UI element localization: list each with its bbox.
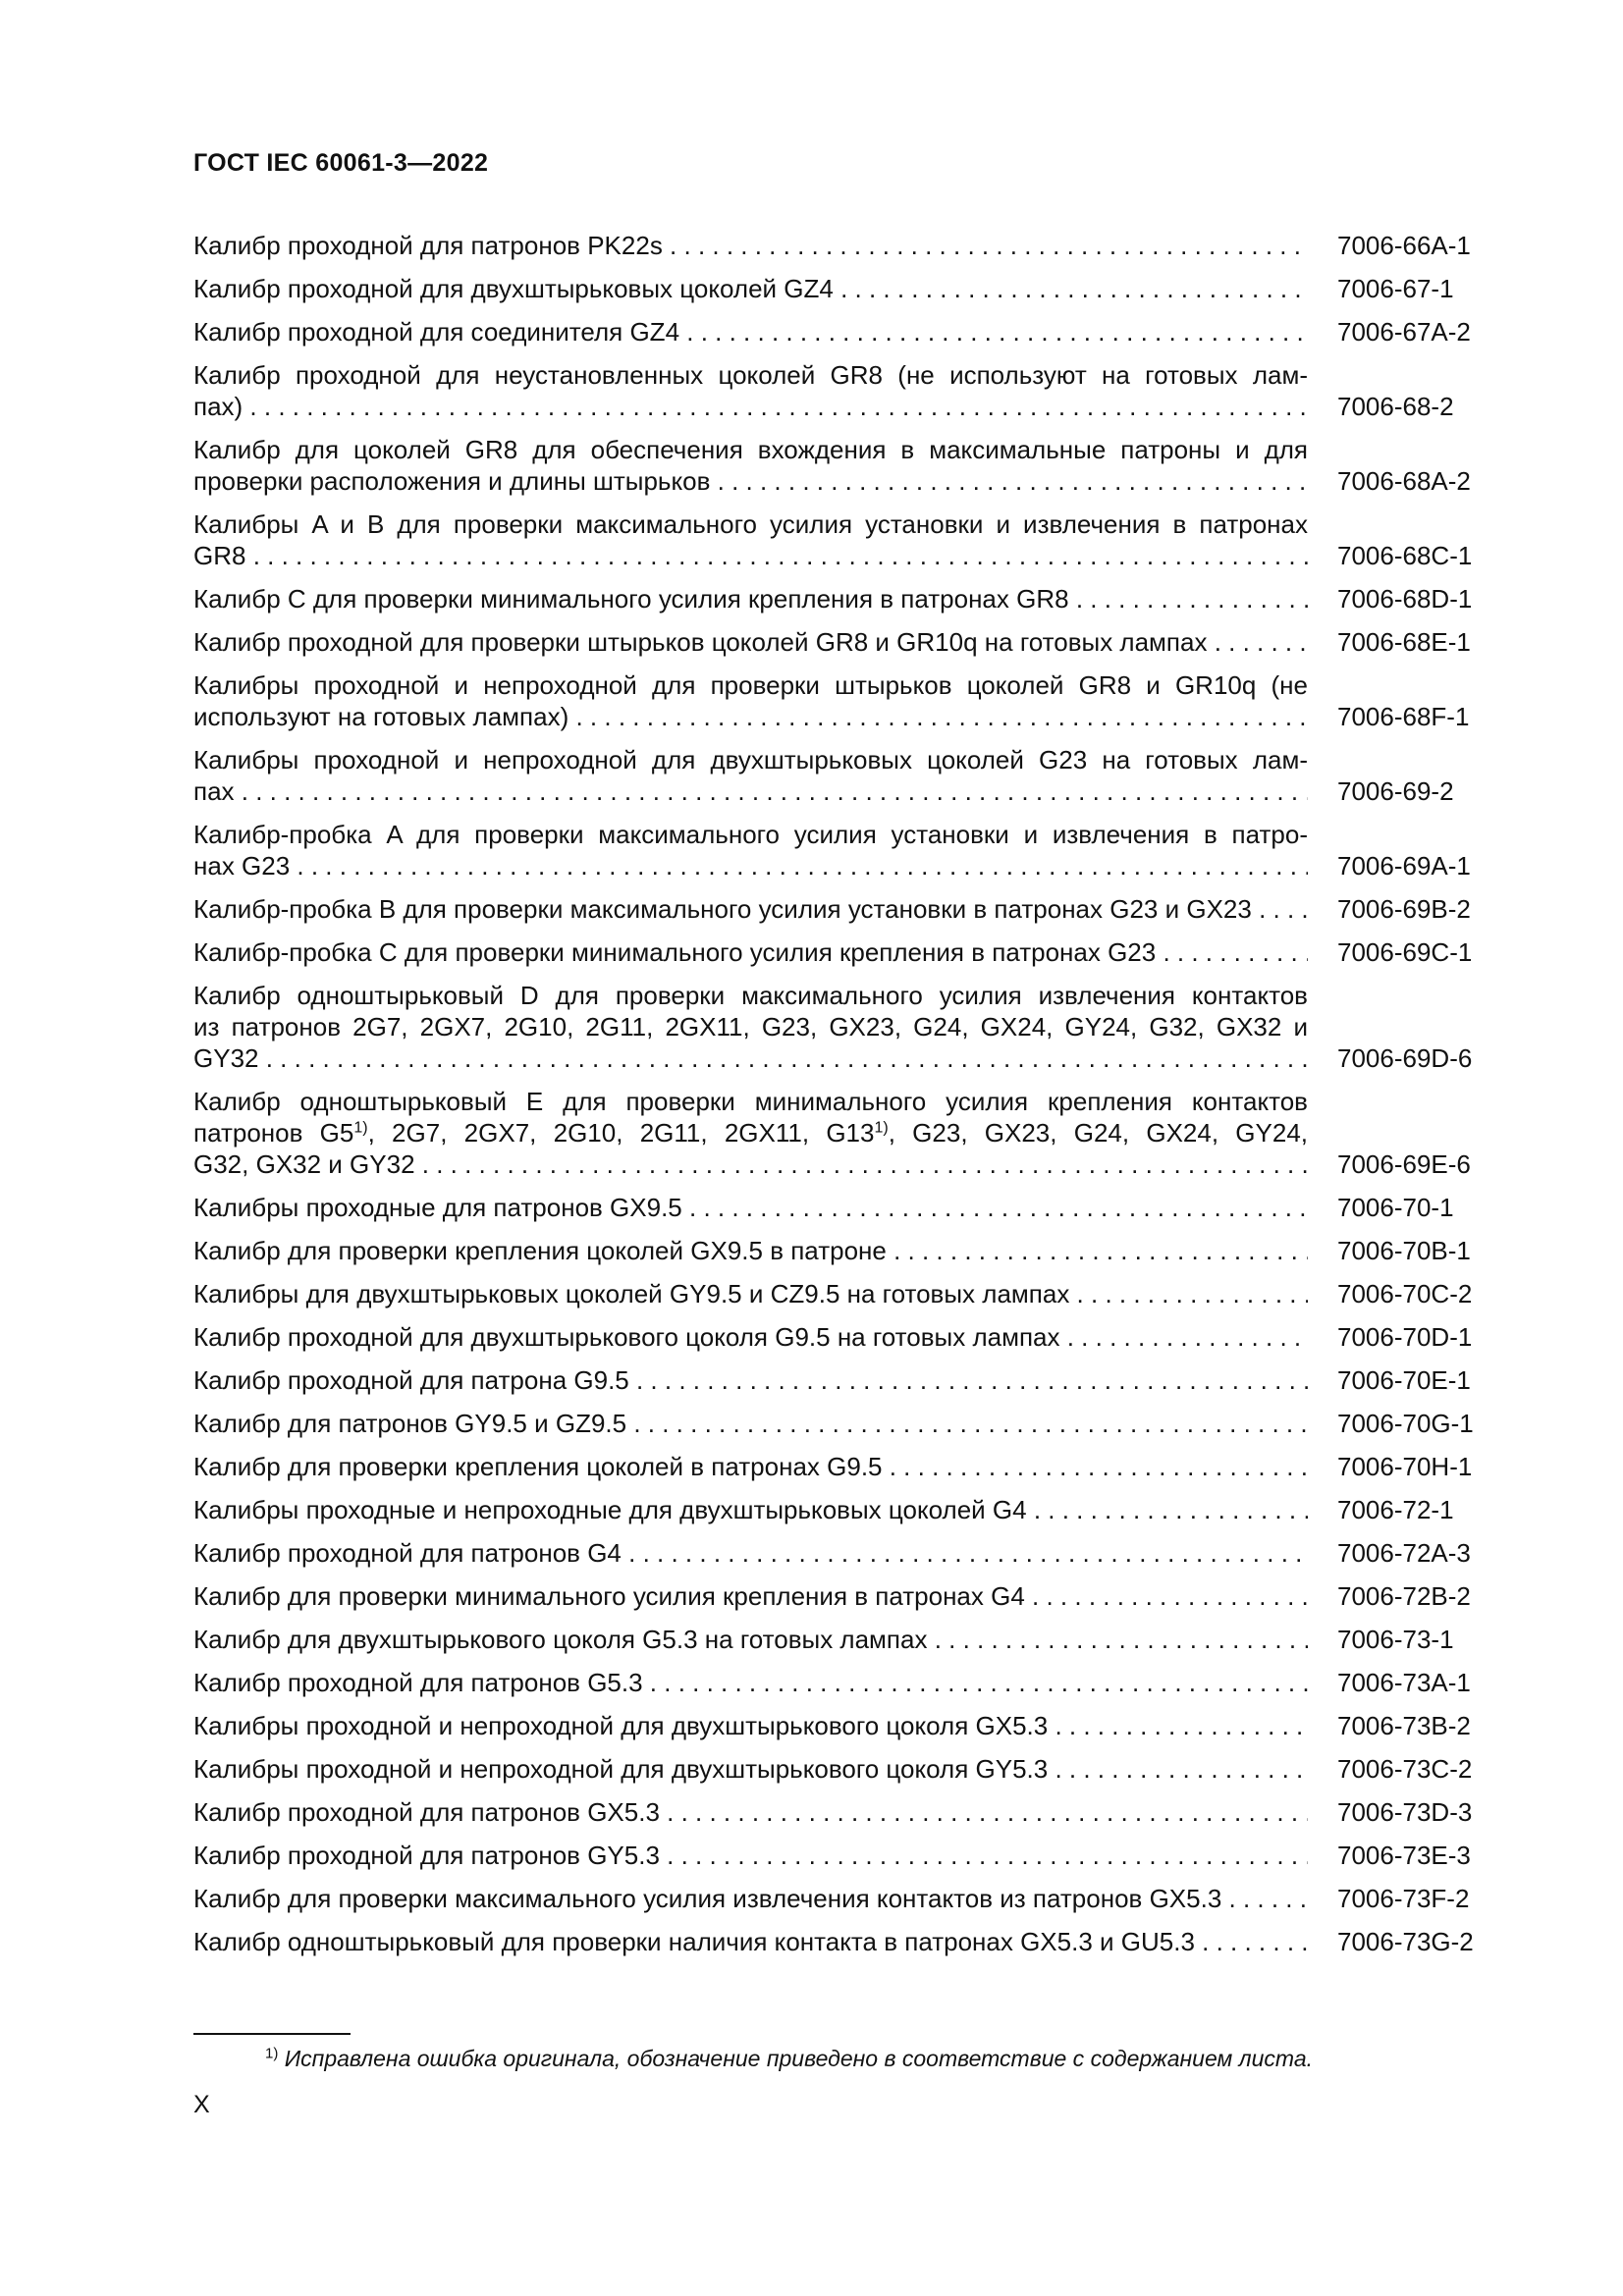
toc-entry bbox=[193, 273, 1482, 304]
toc-entry bbox=[193, 316, 1482, 347]
toc-entry-line: Калибр проходной для патрона G9.5 . . . bbox=[193, 1364, 1308, 1396]
toc-entry-line: Калибр проходной для патронов GX5.3 . . . bbox=[193, 1796, 1308, 1828]
toc-entry-code: 7006-70-1 bbox=[1337, 1193, 1454, 1222]
toc-entry-title bbox=[193, 508, 1308, 571]
toc-entry-code: 7006-67A-2 bbox=[1337, 317, 1471, 347]
toc-entry-line: Калибр для проверки максимального усилия извлечения контактов из патронов GX5.3 . . . bbox=[193, 1883, 1308, 1914]
toc-entry-code: 7006-72-1 bbox=[1337, 1495, 1454, 1524]
footnote-marker: 1) bbox=[265, 2045, 279, 2062]
toc-entry-line: Калибр для двухштырькового цоколя G5.3 на готовых лампах . . . bbox=[193, 1624, 1308, 1655]
toc-entry-code: 7006-70B-1 bbox=[1337, 1236, 1471, 1265]
toc-entry-title bbox=[193, 1667, 1308, 1698]
toc-entry bbox=[193, 744, 1482, 807]
toc-entry-code: 7006-69B-2 bbox=[1337, 894, 1471, 924]
toc-entry-line: Калибры проходной и непроходной для двухштырькового цоколя GY5.3 . . . bbox=[193, 1753, 1308, 1785]
toc-entry bbox=[193, 1408, 1482, 1439]
toc-entry-title bbox=[193, 669, 1308, 732]
toc-entry-code: 7006-67-1 bbox=[1337, 274, 1454, 303]
toc-entry-line: Калибры проходной и непроходной для двухштырьковых цоколей G23 на готовых лам- bbox=[193, 745, 1308, 774]
toc-entry-title bbox=[193, 1624, 1308, 1655]
toc-entry-title bbox=[193, 1537, 1308, 1569]
toc-entry bbox=[193, 1321, 1482, 1353]
toc-entry-line: Калибры для двухштырьковых цоколей GY9.5 и CZ9.5 на готовых лампах . . . bbox=[193, 1278, 1308, 1309]
toc-entry-line: Калибр проходной для патронов G5.3 . . . bbox=[193, 1667, 1308, 1698]
toc-entry bbox=[193, 230, 1482, 261]
toc-entry-line: пах . . . bbox=[193, 775, 1308, 807]
toc-entry-line: Калибры проходной и непроходной для проверки штырьков цоколей GR8 и GR10q (не bbox=[193, 670, 1308, 700]
toc-entry bbox=[193, 893, 1482, 925]
footnote-separator bbox=[193, 2033, 351, 2035]
toc-entry-code: 7006-73C-2 bbox=[1337, 1754, 1473, 1784]
toc-entry-title bbox=[193, 1580, 1308, 1612]
toc-entry bbox=[193, 1624, 1482, 1655]
toc-entry-title bbox=[193, 1926, 1308, 1957]
toc-entry-title bbox=[193, 1278, 1308, 1309]
toc-entry bbox=[193, 1537, 1482, 1569]
toc-entry bbox=[193, 1883, 1482, 1914]
toc-entry-code: 7006-68D-1 bbox=[1337, 584, 1473, 614]
toc-entry-code: 7006-73F-2 bbox=[1337, 1884, 1470, 1913]
table-of-contents bbox=[193, 230, 1482, 1969]
toc-entry-line: Калибр проходной для двухштырькового цоколя G9.5 на готовых лампах . . . bbox=[193, 1321, 1308, 1353]
toc-entry bbox=[193, 669, 1482, 732]
toc-entry-code: 7006-73A-1 bbox=[1337, 1668, 1471, 1697]
toc-entry-line: GY32 . . . bbox=[193, 1042, 1308, 1074]
toc-entry-line: Калибр-пробка A для проверки максимального усилия установки и извлечения в патро- bbox=[193, 820, 1308, 849]
toc-entry bbox=[193, 1667, 1482, 1698]
toc-entry-code: 7006-69D-6 bbox=[1337, 1043, 1473, 1073]
toc-entry-code: 7006-73B-2 bbox=[1337, 1711, 1471, 1740]
toc-entry-line: Калибр одноштырьковый E для проверки минимального усилия крепления контактов bbox=[193, 1087, 1308, 1116]
toc-entry-title bbox=[193, 1710, 1308, 1741]
toc-entry-code: 7006-70E-1 bbox=[1337, 1365, 1471, 1395]
toc-entry bbox=[193, 1451, 1482, 1482]
toc-entry-line: Калибр для проверки минимального усилия крепления в патронах G4 . . . bbox=[193, 1580, 1308, 1612]
toc-entry-line: Калибр одноштырьковый для проверки наличия контакта в патронах GX5.3 и GU5.3 . . . bbox=[193, 1926, 1308, 1957]
toc-entry-line: из патронов 2G7, 2GX7, 2G10, 2G11, 2GX11, G23, GX23, G24, GX24, GY24, G32, GX32 и bbox=[193, 1012, 1308, 1041]
toc-entry-line: G32, GX32 и GY32 . . . bbox=[193, 1148, 1308, 1180]
toc-entry-title bbox=[193, 434, 1308, 497]
toc-entry-code: 7006-69E-6 bbox=[1337, 1149, 1471, 1179]
toc-entry-title bbox=[193, 1451, 1308, 1482]
toc-entry-title bbox=[193, 1840, 1308, 1871]
toc-entry bbox=[193, 1235, 1482, 1266]
toc-entry-code: 7006-66A-1 bbox=[1337, 231, 1471, 260]
toc-entry-code: 7006-70C-2 bbox=[1337, 1279, 1473, 1308]
toc-entry-title bbox=[193, 626, 1308, 658]
toc-entry-line-part: патронов G5 bbox=[193, 1118, 354, 1148]
toc-entry-code: 7006-73E-3 bbox=[1337, 1841, 1471, 1870]
toc-entry-line-part: , G23, GX23, G24, GX24, GY24, bbox=[888, 1118, 1308, 1148]
toc-entry-title bbox=[193, 230, 1308, 261]
toc-entry-code: 7006-69A-1 bbox=[1337, 851, 1471, 881]
toc-entry-code: 7006-72B-2 bbox=[1337, 1581, 1471, 1611]
toc-entry-title bbox=[193, 1796, 1308, 1828]
toc-entry bbox=[193, 1710, 1482, 1741]
footnote-ref: 1) bbox=[874, 1119, 889, 1137]
toc-entry-line: Калибры проходные и непроходные для двухштырьковых цоколей G4 . . . bbox=[193, 1494, 1308, 1525]
toc-entry bbox=[193, 583, 1482, 614]
toc-entry bbox=[193, 508, 1482, 571]
toc-entry-line: Калибр проходной для соединителя GZ4 . . . bbox=[193, 316, 1308, 347]
toc-entry-code: 7006-69C-1 bbox=[1337, 937, 1473, 967]
toc-entry-title bbox=[193, 1753, 1308, 1785]
toc-entry-line: Калибр проходной для патронов G4 . . . bbox=[193, 1537, 1308, 1569]
footnote bbox=[265, 2046, 1313, 2072]
toc-entry bbox=[193, 1364, 1482, 1396]
page-number: X bbox=[193, 2091, 210, 2118]
toc-entry-line: Калибр проходной для проверки штырьков цоколей GR8 и GR10q на готовых лампах . . . bbox=[193, 626, 1308, 658]
toc-entry bbox=[193, 1494, 1482, 1525]
toc-entry-code: 7006-70H-1 bbox=[1337, 1452, 1473, 1481]
toc-entry bbox=[193, 434, 1482, 497]
toc-entry-line: Калибр для проверки крепления цоколей GX9.5 в патроне . . . bbox=[193, 1235, 1308, 1266]
toc-entry-line: Калибр для патронов GY9.5 и GZ9.5 . . . bbox=[193, 1408, 1308, 1439]
toc-entry-title bbox=[193, 1192, 1308, 1223]
toc-entry bbox=[193, 1753, 1482, 1785]
toc-entry-title bbox=[193, 980, 1308, 1074]
toc-entry-line: используют на готовых лампах) . . . bbox=[193, 701, 1308, 732]
toc-entry-line: Калибр C для проверки минимального усилия крепления в патронах GR8 . . . bbox=[193, 583, 1308, 614]
toc-entry-code: 7006-68F-1 bbox=[1337, 702, 1470, 731]
toc-entry-title bbox=[193, 1408, 1308, 1439]
toc-entry-title bbox=[193, 359, 1308, 422]
toc-entry bbox=[193, 1840, 1482, 1871]
toc-entry bbox=[193, 1086, 1482, 1180]
toc-entry-title bbox=[193, 1321, 1308, 1353]
toc-entry-code: 7006-73-1 bbox=[1337, 1625, 1454, 1654]
toc-entry-code: 7006-68C-1 bbox=[1337, 541, 1473, 570]
toc-entry-title bbox=[193, 1235, 1308, 1266]
toc-entry-line: Калибр-пробка B для проверки максимального усилия установки в патронах G23 и GX23 . . . bbox=[193, 893, 1308, 925]
toc-entry-line-part: , 2G7, 2GX7, 2G10, 2G11, 2GX11, G13 bbox=[367, 1118, 875, 1148]
toc-entry bbox=[193, 626, 1482, 658]
toc-entry bbox=[193, 980, 1482, 1074]
toc-entry bbox=[193, 819, 1482, 881]
footnote-text: Исправлена ошибка оригинала, обозначение приведено в соответствие с содержанием листа. bbox=[284, 2046, 1313, 2071]
toc-entry-line: Калибр для проверки крепления цоколей в патронах G9.5 . . . bbox=[193, 1451, 1308, 1482]
toc-entry-title bbox=[193, 1364, 1308, 1396]
toc-entry-line: Калибр проходной для патронов PK22s . . . bbox=[193, 230, 1308, 261]
toc-entry-line bbox=[193, 1117, 1308, 1148]
toc-entry-title bbox=[193, 316, 1308, 347]
toc-entry-title bbox=[193, 1494, 1308, 1525]
toc-entry-code: 7006-73D-3 bbox=[1337, 1797, 1473, 1827]
toc-entry-line: Калибр проходной для неустановленных цоколей GR8 (не используют на готовых лам- bbox=[193, 360, 1308, 390]
toc-entry-code: 7006-73G-2 bbox=[1337, 1927, 1474, 1956]
toc-entry bbox=[193, 1796, 1482, 1828]
toc-entry-code: 7006-68E-1 bbox=[1337, 627, 1471, 657]
toc-entry-title bbox=[193, 893, 1308, 925]
toc-entry bbox=[193, 1926, 1482, 1957]
toc-entry-code: 7006-72A-3 bbox=[1337, 1538, 1471, 1568]
toc-entry-line: проверки расположения и длины штырьков . . . bbox=[193, 465, 1308, 497]
toc-entry-title bbox=[193, 1883, 1308, 1914]
toc-entry bbox=[193, 359, 1482, 422]
toc-entry-title bbox=[193, 583, 1308, 614]
toc-entry-code: 7006-68-2 bbox=[1337, 392, 1454, 421]
toc-entry-title bbox=[193, 1086, 1308, 1180]
toc-entry-title bbox=[193, 273, 1308, 304]
toc-entry-line: GR8 . . . bbox=[193, 540, 1308, 571]
toc-entry-line: нах G23 . . . bbox=[193, 850, 1308, 881]
toc-entry-line: пах) . . . bbox=[193, 391, 1308, 422]
toc-entry-title bbox=[193, 819, 1308, 881]
toc-entry-line: Калибры A и B для проверки максимального усилия установки и извлечения в патронах bbox=[193, 509, 1308, 539]
toc-entry-code: 7006-68A-2 bbox=[1337, 466, 1471, 496]
toc-entry-code: 7006-70D-1 bbox=[1337, 1322, 1473, 1352]
toc-entry bbox=[193, 1192, 1482, 1223]
toc-entry-line: Калибр-пробка C для проверки минимального усилия крепления в патронах G23 . . . bbox=[193, 936, 1308, 968]
toc-entry-title bbox=[193, 744, 1308, 807]
toc-entry-title bbox=[193, 936, 1308, 968]
toc-entry-line: Калибры проходные для патронов GX9.5 . . . bbox=[193, 1192, 1308, 1223]
toc-entry-line: Калибр одноштырьковый D для проверки максимального усилия извлечения контактов bbox=[193, 981, 1308, 1010]
document-header: ГОСТ IEC 60061-3—2022 bbox=[193, 149, 489, 177]
toc-entry-line: Калибр проходной для двухштырьковых цоколей GZ4 . . . bbox=[193, 273, 1308, 304]
toc-entry bbox=[193, 1580, 1482, 1612]
toc-entry bbox=[193, 1278, 1482, 1309]
toc-entry-line: Калибр для цоколей GR8 для обеспечения вхождения в максимальные патроны и для bbox=[193, 435, 1308, 464]
toc-entry-line: Калибр проходной для патронов GY5.3 . . . bbox=[193, 1840, 1308, 1871]
toc-entry-line: Калибры проходной и непроходной для двухштырькового цоколя GX5.3 . . . bbox=[193, 1710, 1308, 1741]
toc-entry-code: 7006-70G-1 bbox=[1337, 1409, 1474, 1438]
toc-entry bbox=[193, 936, 1482, 968]
toc-entry-code: 7006-69-2 bbox=[1337, 776, 1454, 806]
footnote-ref: 1) bbox=[353, 1119, 368, 1137]
